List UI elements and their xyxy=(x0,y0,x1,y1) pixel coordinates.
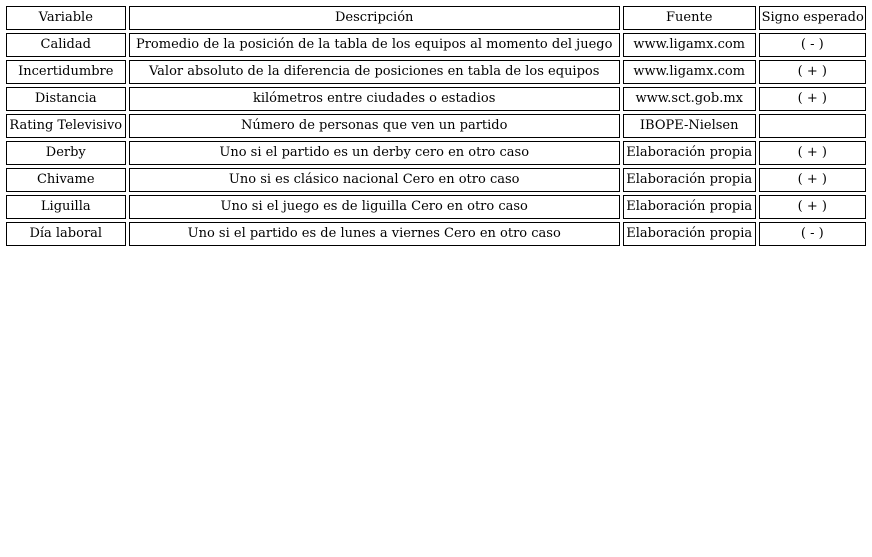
cell-descripcion: Promedio de la posición de la tabla de los equipos al momento del juego xyxy=(129,33,620,57)
cell-variable: Incertidumbre xyxy=(6,60,126,84)
cell-fuente: www.ligamx.com xyxy=(623,60,756,84)
cell-variable: Rating Televisivo xyxy=(6,114,126,138)
cell-fuente: Elaboración propia xyxy=(623,141,756,165)
cell-signo: ( - ) xyxy=(759,222,866,246)
header-descripcion: Descripción xyxy=(129,6,620,30)
table-row xyxy=(6,60,866,84)
table-header-row xyxy=(6,6,866,30)
header-variable: Variable xyxy=(6,6,126,30)
cell-signo: ( + ) xyxy=(759,168,866,192)
cell-signo xyxy=(759,114,866,138)
cell-descripcion: Uno si el partido es un derby cero en otro caso xyxy=(129,141,620,165)
cell-signo: ( + ) xyxy=(759,195,866,219)
cell-descripcion: Uno si el juego es de liguilla Cero en otro caso xyxy=(129,195,620,219)
cell-variable: Calidad xyxy=(6,33,126,57)
cell-fuente: Elaboración propia xyxy=(623,168,756,192)
table-row xyxy=(6,114,866,138)
table-row xyxy=(6,33,866,57)
cell-fuente: Elaboración propia xyxy=(623,222,756,246)
cell-variable: Distancia xyxy=(6,87,126,111)
cell-descripcion: Uno si el partido es de lunes a viernes Cero en otro caso xyxy=(129,222,620,246)
cell-descripcion: Uno si es clásico nacional Cero en otro caso xyxy=(129,168,620,192)
cell-variable: Liguilla xyxy=(6,195,126,219)
cell-signo: ( - ) xyxy=(759,33,866,57)
cell-signo: ( + ) xyxy=(759,60,866,84)
cell-descripcion: Valor absoluto de la diferencia de posiciones en tabla de los equipos xyxy=(129,60,620,84)
cell-variable: Derby xyxy=(6,141,126,165)
header-fuente: Fuente xyxy=(623,6,756,30)
cell-signo: ( + ) xyxy=(759,87,866,111)
table-row xyxy=(6,168,866,192)
cell-fuente: IBOPE-Nielsen xyxy=(623,114,756,138)
cell-fuente: Elaboración propia xyxy=(623,195,756,219)
cell-fuente: www.ligamx.com xyxy=(623,33,756,57)
cell-descripcion: Número de personas que ven un partido xyxy=(129,114,620,138)
variables-table xyxy=(3,3,869,249)
cell-variable: Día laboral xyxy=(6,222,126,246)
cell-descripcion: kilómetros entre ciudades o estadios xyxy=(129,87,620,111)
header-signo-esperado: Signo esperado xyxy=(759,6,866,30)
table-row xyxy=(6,141,866,165)
table-row xyxy=(6,87,866,111)
table-row xyxy=(6,222,866,246)
cell-signo: ( + ) xyxy=(759,141,866,165)
cell-fuente: www.sct.gob.mx xyxy=(623,87,756,111)
cell-variable: Chivame xyxy=(6,168,126,192)
table-row xyxy=(6,195,866,219)
